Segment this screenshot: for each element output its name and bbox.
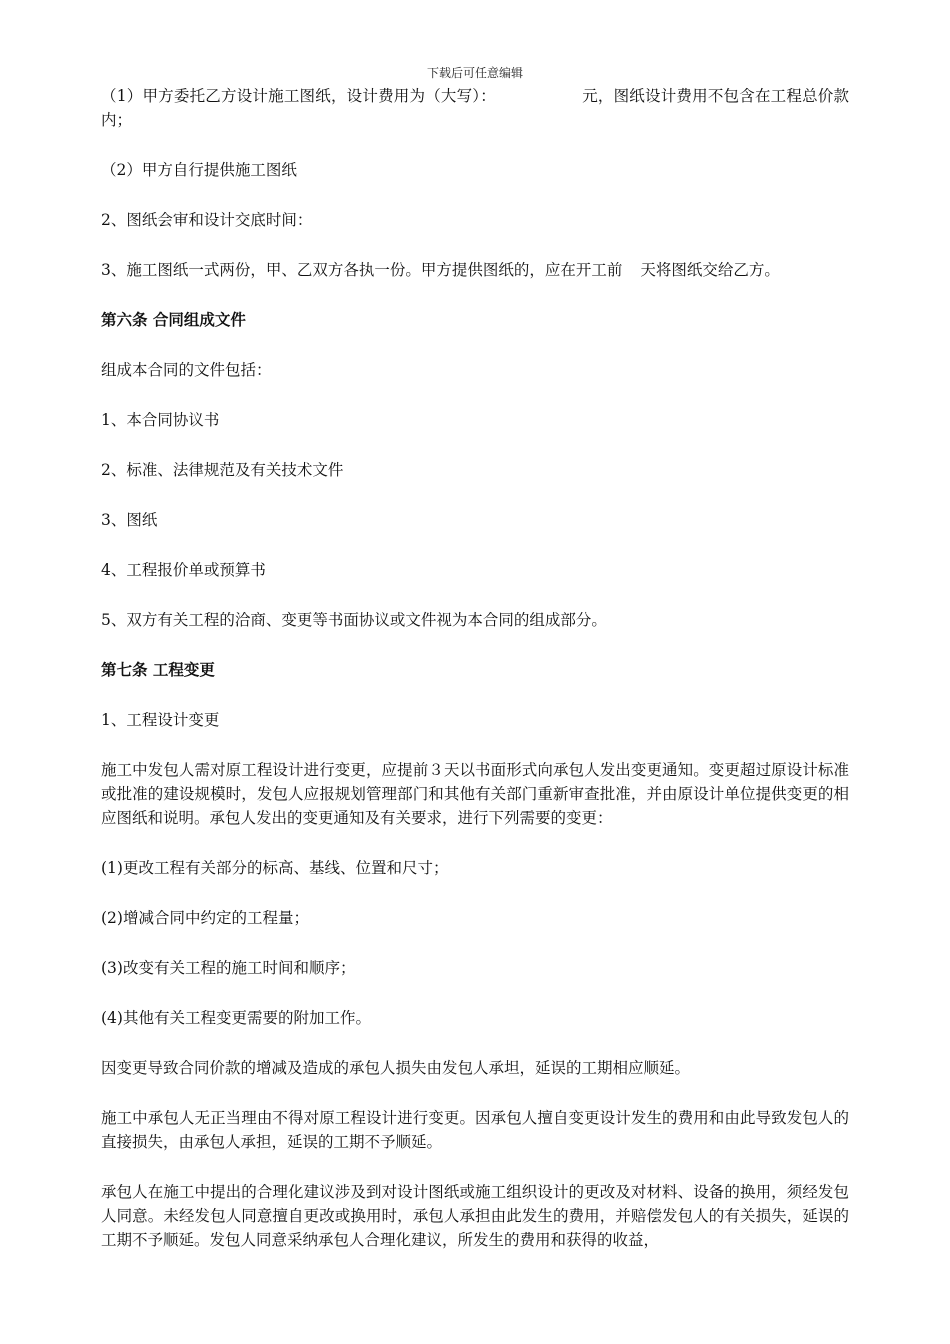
- design-fee-text-a: （1）甲方委托乙方设计施工图纸，设计费用为（大写）：: [101, 87, 496, 105]
- paragraph-composition-intro: 组成本合同的文件包括：: [101, 361, 272, 379]
- paragraph-design-change-title: 1、工程设计变更: [101, 711, 220, 729]
- paragraph-drawing-copies: [101, 258, 849, 282]
- document-body: [101, 84, 849, 1278]
- paragraph-contractor-change: 施工中承包人无正当理由不得对原工程设计进行变更。因承包人擅自变更设计发生的费用和由此导致发包人的直接损失，由承包人承担，延误的工期不予顺延。: [101, 1109, 849, 1151]
- paragraph-rationalization: 承包人在施工中提出的合理化建议涉及到对设计图纸或施工组织设计的更改及对材料、设备的换用，须经发包人同意。未经发包人同意擅自更改或换用时，承包人承担由此发生的费用，并赔偿发包人的有关损失，延误的工期不予顺延。发包人同意采纳承包人合理化建议，所发生的费用和获得的收益，: [101, 1183, 849, 1249]
- paragraph-design-fee: [101, 84, 849, 132]
- list-item-agreement: 1、本合同协议书: [101, 411, 220, 429]
- drawing-copies-text-a: 3、施工图纸一式两份，甲、乙双方各执一份。甲方提供图纸的，应在开工前: [101, 261, 623, 279]
- list-item-quotation: 4、工程报价单或预算书: [101, 561, 266, 579]
- list-item-change-1: (1)更改工程有关部分的标高、基线、位置和尺寸；: [101, 859, 449, 877]
- section-heading-6: 第六条 合同组成文件: [101, 310, 246, 329]
- list-item-negotiations: 5、双方有关工程的洽商、变更等书面协议或文件视为本合同的组成部分。: [101, 611, 607, 629]
- paragraph-change-cost: 因变更导致合同价款的增减及造成的承包人损失由发包人承坦，延误的工期相应顺延。: [101, 1059, 691, 1077]
- drawing-copies-text-b: 天将图纸交给乙方。: [640, 261, 780, 279]
- paragraph-design-change-body: 施工中发包人需对原工程设计进行变更，应提前３天以书面形式向承包人发出变更通知。变更超过原设计标准或批准的建设规模时，发包人应报规划管理部门和其他有关部门重新审查批准，并由原设计单位提供变更的相应图纸和说明。承包人发出的变更通知及有关要求，进行下列需要的变更：: [101, 761, 849, 827]
- list-item-change-4: (4)其他有关工程变更需要的附加工作。: [101, 1009, 371, 1027]
- paragraph-review-time: 2、图纸会审和设计交底时间：: [101, 211, 313, 229]
- list-item-change-3: (3)改变有关工程的施工时间和顺序；: [101, 959, 356, 977]
- list-item-standards: 2、标准、法律规范及有关技术文件: [101, 461, 344, 479]
- list-item-drawings: 3、图纸: [101, 511, 158, 529]
- design-fee-text-b: 元，图纸设计费用不包含在工程总价款内；: [101, 87, 849, 129]
- section-heading-7: 第七条 工程变更: [101, 660, 215, 679]
- paragraph-self-provide: （2）甲方自行提供施工图纸: [101, 161, 297, 179]
- list-item-change-2: (2)增减合同中约定的工程量；: [101, 909, 309, 927]
- watermark-text: 下载后可任意编辑: [426, 66, 523, 80]
